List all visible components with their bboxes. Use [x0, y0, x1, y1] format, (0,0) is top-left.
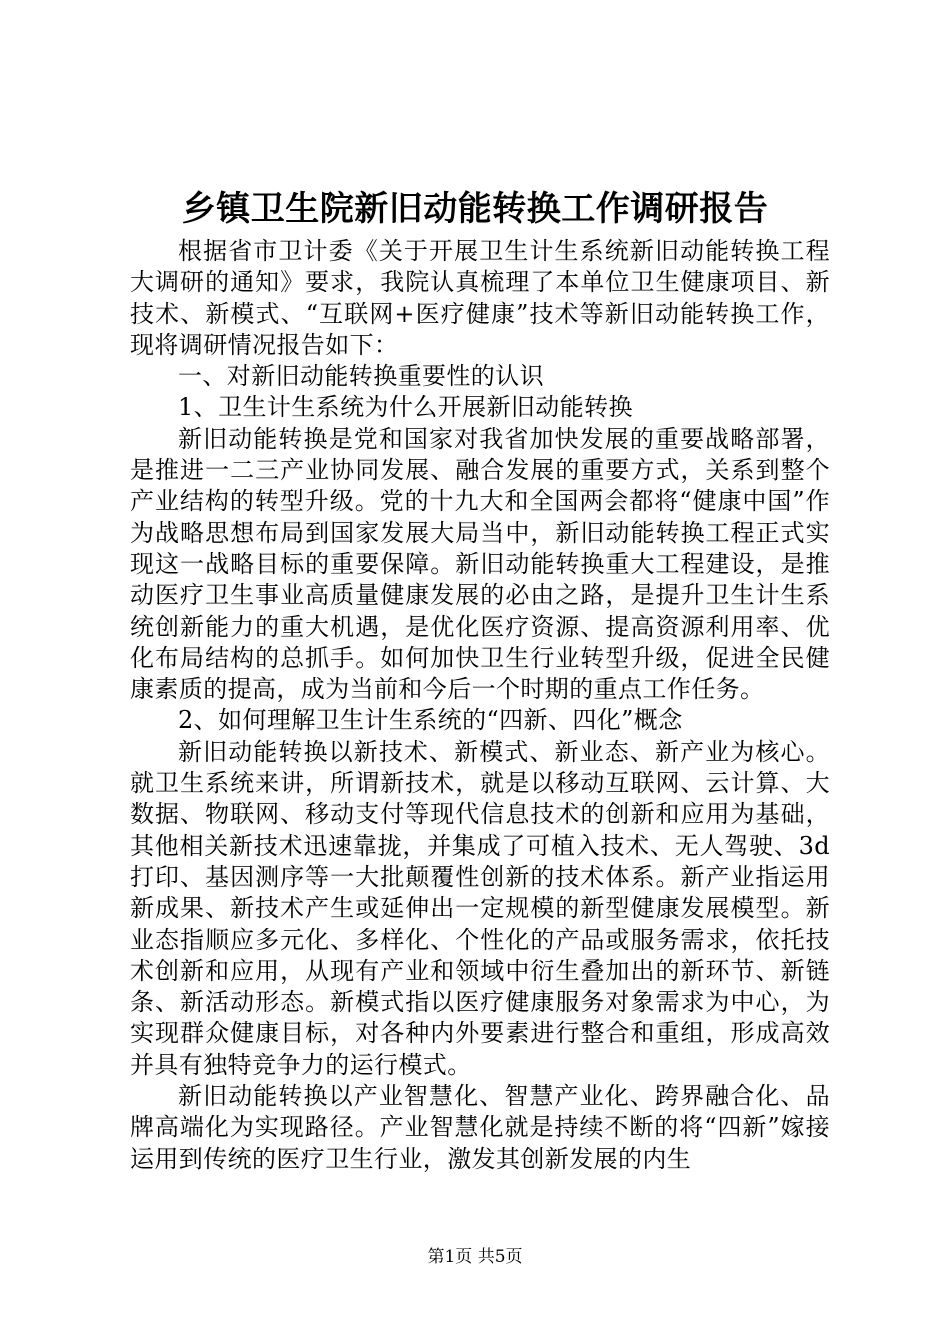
section-heading-1: 一、对新旧动能转换重要性的认识 — [178, 362, 544, 391]
subsection-heading-2: 2、如何理解卫生计生系统的“四新、四化”概念 — [178, 706, 683, 735]
subsection-heading-1: 1、卫生计生系统为什么开展新旧动能转换 — [178, 393, 633, 422]
page-number: 第1页 共5页 — [427, 1247, 523, 1267]
paragraph-four-ization: 新旧动能转换以产业智慧化、智慧产业化、跨界融合化、品牌高端化为实现路径。产业智慧化就是持续不断的将“四新”嫁接运用到传统的医疗卫生行业，激发其创新发展的内生 — [130, 1082, 830, 1173]
document-title: 乡镇卫生院新旧动能转换工作调研报告 — [181, 189, 769, 229]
paragraph-four-new: 新旧动能转换以新技术、新模式、新业态、新产业为核心。就卫生系统来讲，所谓新技术，就是以移动互联网、云计算、大数据、物联网、移动支付等现代信息技术的创新和应用为基础，其他相关新技术迅速靠拢，并集成了可植入技术、无人驾驶、3d打印、基因测序等一大批颠覆性创新的技术体系。新产业指运用新成果、新技术产生或延伸出一定规模的新型健康发展模型。新业态指顺应多元化、多样化、个性化的产品或服务需求，依托技术创新和应用，从现有产业和领域中衍生叠加出的新环节、新链条、新活动形态。新模式指以医疗健康服务对象需求为中心，为实现群众健康目标，对各种内外要素进行整合和重组，形成高效并具有独特竞争力的运行模式。 — [130, 737, 830, 1079]
paragraph-intro: 根据省市卫计委《关于开展卫生计生系统新旧动能转换工程大调研的通知》要求，我院认真梳理了本单位卫生健康项目、新技术、新模式、“互联网+医疗健康”技术等新旧动能转换工作，现将调研情况报告如下： — [130, 237, 830, 359]
document-body — [130, 236, 830, 1175]
paragraph-strategy: 新旧动能转换是党和国家对我省加快发展的重要战略部署，是推进一二三产业协同发展、融合发展的重要方式，关系到整个产业结构的转型升级。党的十九大和全国两会都将“健康中国”作为战略思想布局到国家发展大局当中，新旧动能转换工程正式实现这一战略目标的重要保障。新旧动能转换重大工程建设，是推动医疗卫生事业高质量健康发展的必由之路，是提升卫生计生系统创新能力的重大机遇，是优化医疗资源、提高资源利用率、优化布局结构的总抓手。如何加快卫生行业转型升级，促进全民健康素质的提高，成为当前和今后一个时期的重点工作任务。 — [130, 424, 830, 704]
